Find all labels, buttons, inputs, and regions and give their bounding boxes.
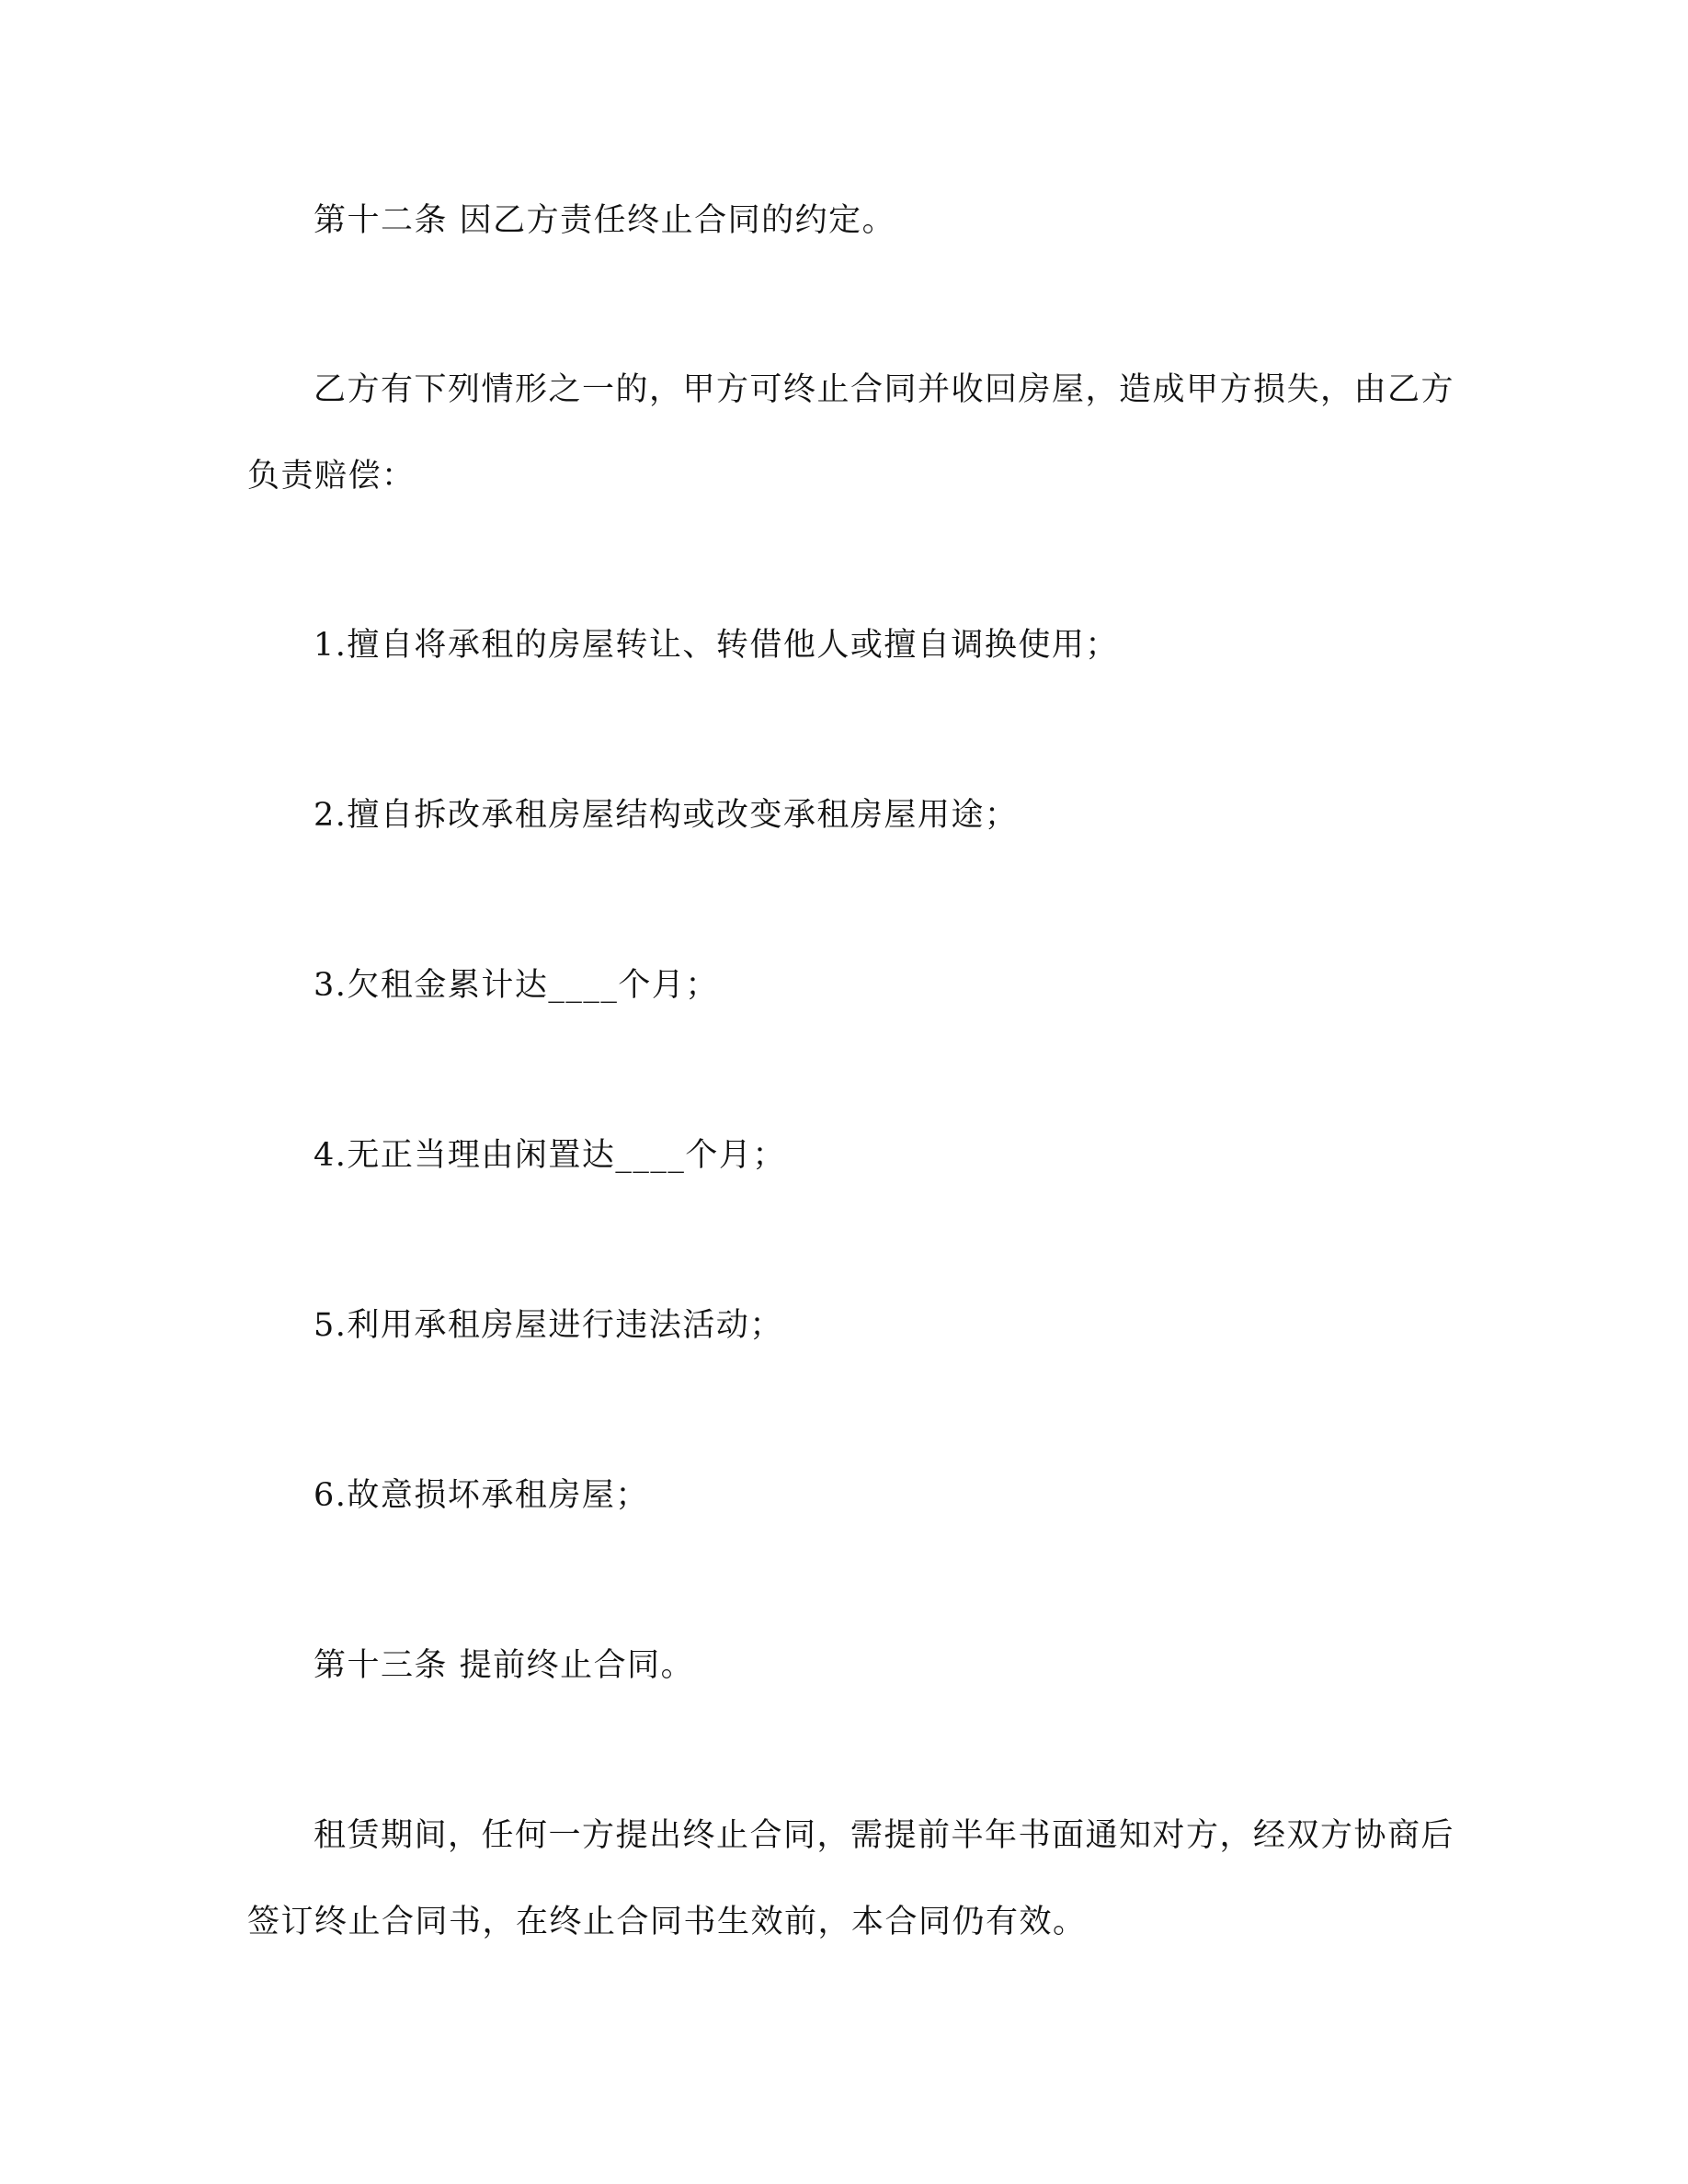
- article-13-body-line-1: 租赁期间，任何一方提出终止合同，需提前半年书面通知对方，经双方协商后: [314, 1817, 1455, 1854]
- list-item-1: 1.擅自将承租的房屋转让、转借他人或擅自调换使用；: [314, 627, 1119, 664]
- list-item-5: 5.利用承租房屋进行违法活动；: [314, 1307, 783, 1344]
- article-12-intro-line-1: 乙方有下列情形之一的，甲方可终止合同并收回房屋，造成甲方损失，由乙方: [314, 371, 1455, 408]
- article-13-heading: 第十三条 提前终止合同。: [314, 1647, 695, 1684]
- list-item-6: 6.故意损坏承租房屋；: [314, 1477, 649, 1514]
- list-item-3: 3.欠租金累计达____个月；: [314, 967, 719, 1004]
- list-item-2: 2.擅自拆改承租房屋结构或改变承租房屋用途；: [314, 797, 1019, 834]
- article-12-heading: 第十二条 因乙方责任终止合同的约定。: [314, 202, 896, 239]
- article-12-intro-line-2: 负责赔偿：: [247, 458, 416, 495]
- list-item-4: 4.无正当理由闲置达____个月；: [314, 1137, 786, 1174]
- article-13-body-line-2: 签订终止合同书，在终止合同书生效前，本合同仍有效。: [247, 1904, 1087, 1940]
